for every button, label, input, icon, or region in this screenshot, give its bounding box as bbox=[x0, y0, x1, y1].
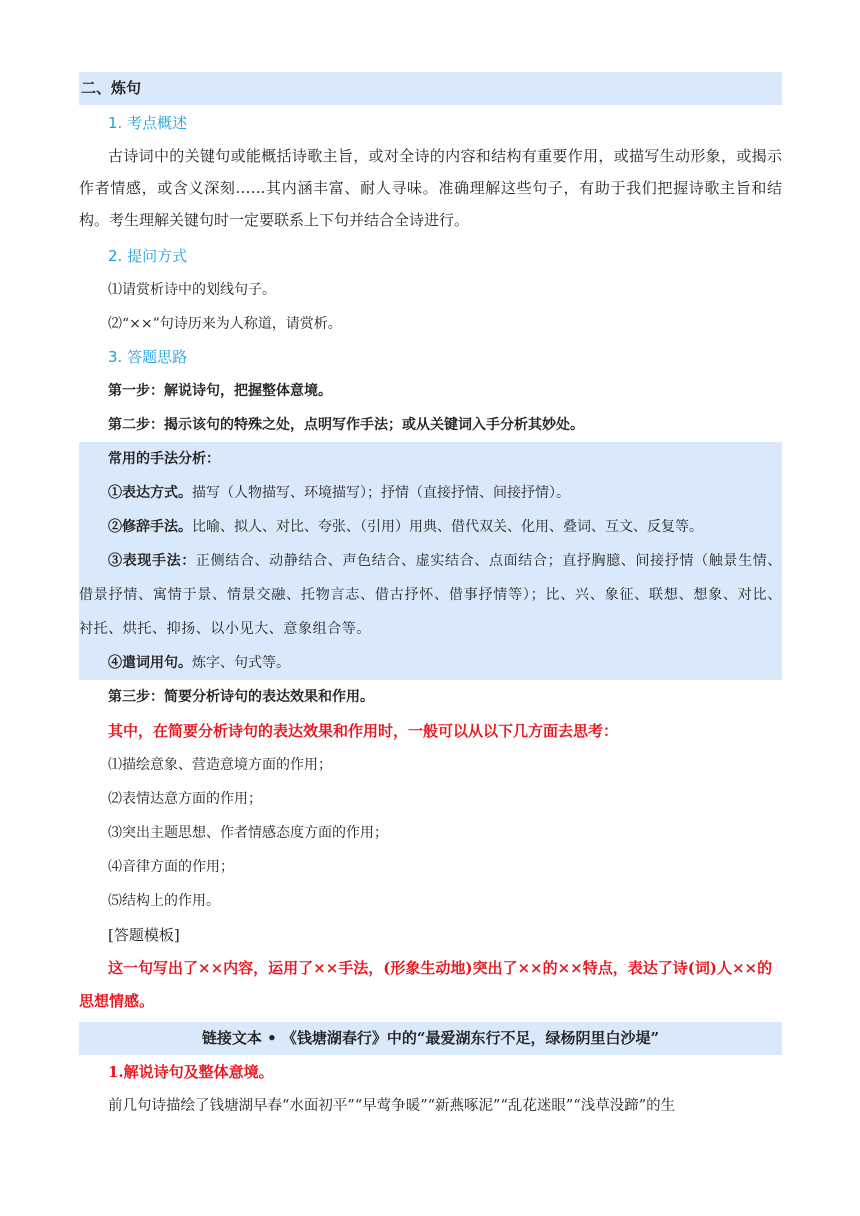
effect-4: ⑷音律方面的作用； bbox=[108, 859, 234, 875]
method-4-label: ④遣词用句。 bbox=[108, 655, 192, 671]
method-3-label: ③表现手法： bbox=[108, 553, 196, 569]
heading-situ: 3. 答题思路 bbox=[108, 348, 188, 366]
question-item-1: ⑴请赏析诗中的划线句子。 bbox=[108, 282, 276, 298]
effect-1: ⑴描绘意象、营造意境方面的作用； bbox=[108, 757, 332, 773]
heading-tiwen: 2. 提问方式 bbox=[108, 247, 188, 265]
method-4-text: 炼字、句式等。 bbox=[192, 655, 290, 671]
question-item-2: ⑵“××”句诗历来为人称道，请赏析。 bbox=[108, 316, 342, 332]
method-1-text: 描写（人物描写、环境描写）；抒情（直接抒情、间接抒情）。 bbox=[192, 485, 570, 501]
heading-kaodian: 1. 考点概述 bbox=[108, 114, 188, 132]
step-1: 第一步：解说诗句，把握整体意境。 bbox=[108, 383, 332, 399]
effect-2: ⑵表情达意方面的作用； bbox=[108, 791, 262, 807]
template-label: [答题模板] bbox=[108, 926, 180, 944]
document-page bbox=[79, 72, 782, 1123]
overview-paragraph: 古诗词中的关键句或能概括诗歌主旨，或对全诗的内容和结构有重要作用，或描写生动形象，或揭示作者情感，或含义深刻……其内涵丰富、耐人寻味。准确理解这些句子，有助于我们把握诗歌主旨和结构。考生理解关键句时一定要联系上下句并结合全诗进行。 bbox=[79, 147, 782, 229]
method-1-label: ①表达方式。 bbox=[108, 485, 192, 501]
link-paragraph: 前几句诗描绘了钱塘湖早春“水面初平”“早莺争暖”“新燕啄泥”“乱花迷眼”“浅草没蹄”的生 bbox=[108, 1098, 676, 1114]
methods-box bbox=[79, 442, 782, 680]
link-text-title: 链接文本 • 《钱塘湖春行》中的“最爱湖东行不足，绿杨阴里白沙堤” bbox=[79, 1022, 782, 1055]
section-title: 二、炼句 bbox=[79, 72, 782, 105]
methods-title: 常用的手法分析： bbox=[108, 451, 220, 467]
method-2-text: 比喻、拟人、对比、夸张、（引用）用典、借代双关、化用、叠词、互文、反复等。 bbox=[192, 519, 703, 535]
method-4 bbox=[79, 646, 782, 680]
template-text: 这一句写出了××内容，运用了××手法，(形象生动地)突出了××的××特点，表达了诗(词)人××的思想情感。 bbox=[79, 959, 773, 1010]
method-1 bbox=[79, 476, 782, 510]
method-3-text: 正侧结合、动静结合、声色结合、虚实结合、点面结合；直抒胸臆、间接抒情（触景生情、借景抒情、寓情于景、情景交融、托物言志、借古抒怀、借事抒情等）；比、兴、象征、联想、想象、对比、衬托、烘托、抑扬、以小见大、意象组合等。 bbox=[79, 553, 782, 637]
step-2: 第二步：揭示该句的特殊之处，点明写作手法；或从关键词入手分析其妙处。 bbox=[108, 417, 584, 433]
method-2-label: ②修辞手法。 bbox=[108, 519, 192, 535]
link-subheading: 1.解说诗句及整体意境。 bbox=[108, 1063, 274, 1081]
effect-3: ⑶突出主题思想、作者情感态度方面的作用； bbox=[108, 825, 388, 841]
red-note: 其中，在简要分析诗句的表达效果和作用时，一般可以从以下几方面去思考： bbox=[108, 722, 619, 740]
step-3: 第三步：简要分析诗句的表达效果和作用。 bbox=[108, 689, 374, 705]
effect-5: ⑸结构上的作用。 bbox=[108, 893, 220, 909]
method-2 bbox=[79, 510, 782, 544]
method-3 bbox=[79, 544, 782, 646]
